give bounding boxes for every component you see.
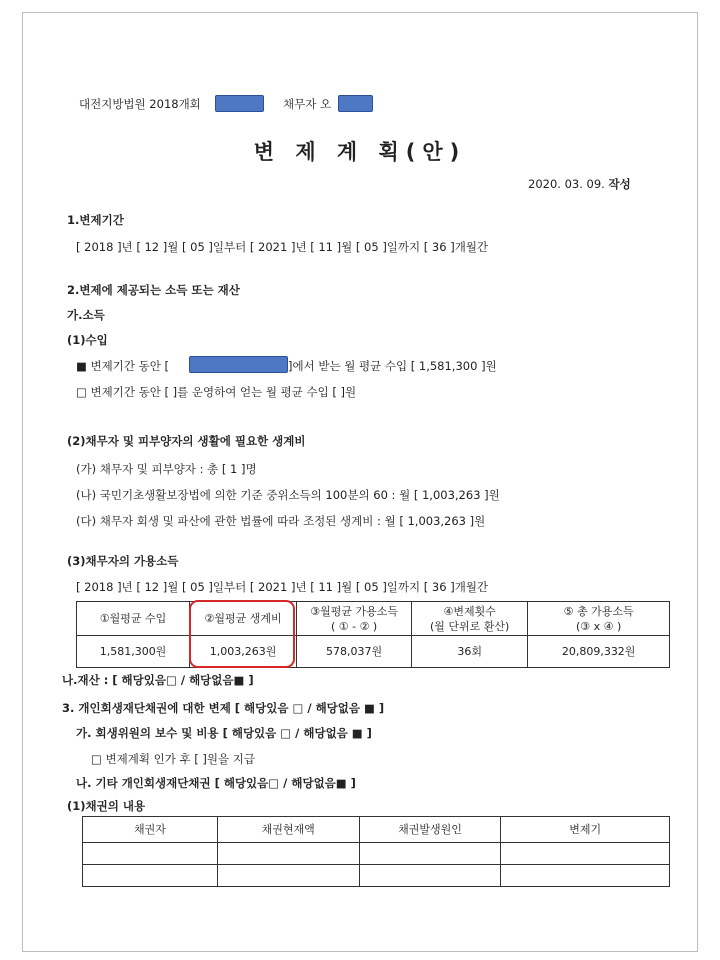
living-cost-line-2: (나) 국민기초생활보장법에 의한 기준 중위소득의 100분의 60 : 월 [ 1,003,263 ]원 <box>76 488 500 502</box>
redaction-debtor-name <box>338 95 373 112</box>
document-date <box>528 176 631 192</box>
living-cost-heading: (2)채무자 및 피부양자의 생활에 필요한 생계비 <box>67 434 306 448</box>
section2-heading: 2.변제에 제공되는 소득 또는 재산 <box>67 283 240 297</box>
claims-header-due: 변제기 <box>501 817 670 843</box>
income-line-2: □ 변제기간 동안 [ ]를 운영하여 얻는 월 평균 수입 [ ]원 <box>76 385 357 399</box>
table-cell-living-cost: 1,003,263원 <box>190 636 297 668</box>
disposable-income-heading: (3)채무자의 가용소득 <box>67 554 179 568</box>
table-header-living-cost: ②월평균 생계비 <box>190 602 297 636</box>
disposable-period: [ 2018 ]년 [ 12 ]월 [ 05 ]일부터 [ 2021 ]년 [ 11 ]월 [ 05 ]일까지 [ 36 ]개월간 <box>76 580 489 594</box>
section1-heading: 1.변제기간 <box>67 213 124 227</box>
living-cost-line-3: (다) 채무자 회생 및 파산에 관한 법률에 따라 조정된 생계비 : 월 [ 1,003,263 ]원 <box>76 514 486 528</box>
claims-cell <box>501 865 670 887</box>
document-title: 변 제 계 획(안) <box>253 140 467 164</box>
date-suffix: 작성 <box>608 177 631 191</box>
redaction-case-number <box>215 95 264 112</box>
disposable-income-table <box>76 601 670 668</box>
court-case-label: 대전지방법원 2018개회 <box>79 97 201 111</box>
highlight-living-cost-column <box>189 600 295 668</box>
table-header-monthly-income: ①월평균 수입 <box>77 602 190 636</box>
table-header-total: ⑤ 총 가용소득 (③ x ④ ) <box>528 602 670 636</box>
redaction-employer <box>189 356 288 373</box>
claims-cell <box>83 865 218 887</box>
income-subheading: 가.소득 <box>67 308 105 322</box>
claims-header-cause: 채권발생원인 <box>359 817 501 843</box>
table-header-installments: ④변제횟수 (월 단위로 환산) <box>412 602 528 636</box>
living-cost-line-1: (가) 채무자 및 피부양자 : 총 [ 1 ]명 <box>76 462 257 476</box>
claims-cell <box>359 843 501 865</box>
table-cell-total: 20,809,332원 <box>528 636 670 668</box>
other-claims-heading: 나. 기타 개인회생재단채권 [ 해당있음□ / 해당없음■ ] <box>76 776 356 790</box>
income-line-1-suffix: ]에서 받는 월 평균 수입 [ 1,581,300 ]원 <box>288 359 497 373</box>
debtor-label: 채무자 오 <box>283 97 332 111</box>
claims-cell <box>501 843 670 865</box>
claims-header-amount: 채권현재액 <box>217 817 359 843</box>
table-cell-monthly-income: 1,581,300원 <box>77 636 190 668</box>
claims-table <box>82 816 670 887</box>
date-value: 2020. 03. 09. <box>528 177 605 191</box>
claims-cell <box>217 865 359 887</box>
repayment-period: [ 2018 ]년 [ 12 ]월 [ 05 ]일부터 [ 2021 ]년 [ 11 ]월 [ 05 ]일까지 [ 36 ]개월간 <box>76 240 489 254</box>
claims-cell <box>217 843 359 865</box>
income-heading: (1)수입 <box>67 333 108 347</box>
table-header-disposable: ③월평균 가용소득 ( ① - ② ) <box>297 602 412 636</box>
claims-cell <box>359 865 501 887</box>
property-line: 나.재산 : [ 해당있음□ / 해당없음■ ] <box>62 673 254 687</box>
income-line-1-prefix: ■ 변제기간 동안 [ <box>76 359 169 373</box>
section3-heading: 3. 개인회생재단채권에 대한 변제 [ 해당있음 □ / 해당없음 ■ ] <box>62 701 385 715</box>
trustee-fee-heading: 가. 회생위원의 보수 및 비용 [ 해당있음 □ / 해당없음 ■ ] <box>76 726 372 740</box>
trustee-fee-line: □ 변제계획 인가 후 [ ]원을 지급 <box>91 752 255 766</box>
table-cell-disposable: 578,037원 <box>297 636 412 668</box>
claims-content-heading: (1)채권의 내용 <box>67 799 146 813</box>
claims-cell <box>83 843 218 865</box>
claims-header-creditor: 채권자 <box>83 817 218 843</box>
table-cell-installments: 36회 <box>412 636 528 668</box>
